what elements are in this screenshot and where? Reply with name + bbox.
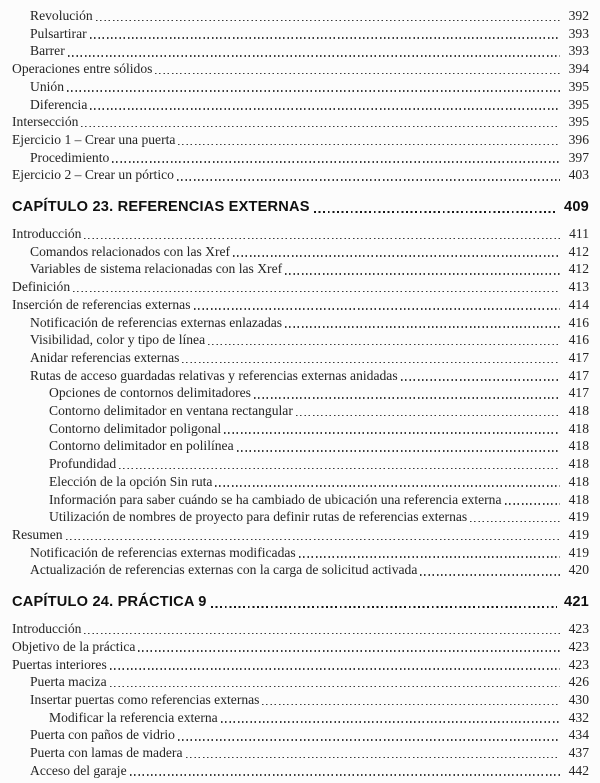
- dot-leader: [119, 468, 560, 470]
- dot-leader: [84, 238, 560, 240]
- toc-chapter-heading: [12, 197, 589, 217]
- toc-entry: [12, 225, 589, 243]
- entry-title: Actualización de referencias externas con la carga de solicitud activada: [30, 562, 418, 578]
- toc-entry: [12, 491, 589, 509]
- entry-title: Inserción de referencias externas: [12, 296, 191, 312]
- dot-leader: [96, 20, 560, 22]
- page-number: 432: [568, 709, 589, 725]
- toc-chapter-heading: [12, 592, 589, 612]
- entry-title: Profundidad: [49, 456, 117, 472]
- toc-entry: [12, 384, 589, 402]
- toc-entry: [12, 726, 589, 744]
- dot-leader: [138, 650, 560, 652]
- entry-title: Notificación de referencias externas modificadas: [30, 544, 296, 560]
- dot-leader: [470, 521, 560, 523]
- page-number: 413: [568, 279, 589, 295]
- entry-title: Contorno delimitador en ventana rectangular: [49, 403, 293, 419]
- page-number: 418: [568, 456, 589, 472]
- dot-leader: [178, 739, 560, 741]
- toc-entry: [12, 691, 589, 709]
- toc-entry: [12, 473, 589, 491]
- page-number: 417: [568, 385, 589, 401]
- page-number: 423: [568, 621, 589, 637]
- entry-title: Contorno delimitador poligonal: [49, 420, 222, 436]
- dot-leader: [420, 574, 560, 576]
- page-number: 418: [568, 438, 589, 454]
- dot-leader: [208, 344, 560, 346]
- toc-entry: [12, 673, 589, 691]
- dot-leader: [285, 273, 560, 275]
- dot-leader: [130, 774, 560, 776]
- entry-title: Anidar referencias externas: [30, 349, 180, 365]
- toc-entry: [12, 402, 589, 420]
- toc-entry: [12, 638, 589, 656]
- table-of-contents: [12, 7, 589, 779]
- dot-leader: [211, 606, 557, 608]
- toc-entry: [12, 349, 589, 367]
- dot-leader: [177, 179, 560, 181]
- dot-leader: [67, 90, 560, 92]
- page-number: 419: [568, 509, 589, 525]
- toc-entry: [12, 744, 589, 762]
- dot-leader: [90, 37, 560, 39]
- entry-title: Introducción: [12, 226, 82, 242]
- page-number: 417: [568, 349, 589, 365]
- entry-title: Visibilidad, color y tipo de línea: [30, 332, 206, 348]
- entry-title: Unión: [30, 78, 64, 94]
- page-number: 419: [568, 526, 589, 542]
- dot-leader: [178, 144, 560, 146]
- entry-title: Diferencia: [30, 96, 88, 112]
- page-number: 393: [568, 43, 589, 59]
- dot-leader: [505, 503, 560, 505]
- toc-entry: [12, 243, 589, 261]
- toc-entry: [12, 420, 589, 438]
- dot-leader: [186, 757, 561, 759]
- toc-entry: [12, 7, 589, 25]
- dot-leader: [262, 704, 560, 706]
- entry-title: Procedimiento: [30, 149, 110, 165]
- page-number: 393: [568, 25, 589, 41]
- dot-leader: [73, 291, 560, 293]
- page-number: 394: [568, 61, 589, 77]
- toc-entry: [12, 78, 589, 96]
- toc-entry: [12, 544, 589, 562]
- toc-entry: [12, 367, 589, 385]
- dot-leader: [233, 255, 560, 257]
- entry-title: Modificar la referencia externa: [49, 709, 218, 725]
- entry-title: Puerta maciza: [30, 674, 107, 690]
- toc-entry: [12, 762, 589, 780]
- entry-title: Comandos relacionados con las Xref: [30, 243, 231, 259]
- entry-title: Resumen: [12, 526, 63, 542]
- page-number: 414: [568, 296, 589, 312]
- toc-entry: [12, 709, 589, 727]
- dot-leader: [314, 211, 557, 213]
- entry-title: Acceso del garaje: [30, 762, 127, 778]
- dot-leader: [221, 721, 560, 723]
- entry-title: Introducción: [12, 621, 82, 637]
- page-number: 437: [568, 745, 589, 761]
- page-number: 420: [568, 562, 589, 578]
- entry-title: Variables de sistema relacionadas con las Xref: [30, 261, 283, 277]
- page-number: 418: [568, 403, 589, 419]
- toc-entry: [12, 331, 589, 349]
- chapter-title: CAPÍTULO 24. PRÁCTICA 9: [12, 594, 207, 611]
- page-number: 403: [568, 167, 589, 183]
- toc-entry: [12, 455, 589, 473]
- page-number: 395: [568, 96, 589, 112]
- dot-leader: [194, 308, 560, 310]
- toc-entry: [12, 96, 589, 114]
- entry-title: Rutas de acceso guardadas relativas y referencias externas anidadas: [30, 367, 398, 383]
- page-number: 421: [564, 594, 589, 611]
- page-number: 434: [568, 727, 589, 743]
- dot-leader: [90, 108, 560, 110]
- entry-title: Barrer: [30, 43, 65, 59]
- page-number: 397: [568, 149, 589, 165]
- toc-entry: [12, 561, 589, 579]
- page-number: 430: [568, 691, 589, 707]
- dot-leader: [155, 73, 560, 75]
- page-number: 418: [568, 491, 589, 507]
- dot-leader: [224, 432, 560, 434]
- entry-title: Opciones de contornos delimitadores: [49, 385, 251, 401]
- toc-entry: [12, 131, 589, 149]
- entry-title: Puertas interiores: [12, 656, 107, 672]
- entry-title: Puerta con lamas de madera: [30, 745, 183, 761]
- dot-leader: [254, 397, 560, 399]
- page-number: 395: [568, 114, 589, 130]
- toc-entry: [12, 25, 589, 43]
- toc-entry: [12, 60, 589, 78]
- page-number: 426: [568, 674, 589, 690]
- entry-title: Información para saber cuándo se ha cambiado de ubicación una referencia externa: [49, 491, 502, 507]
- entry-title: Pulsartirar: [30, 25, 87, 41]
- toc-entry: [12, 296, 589, 314]
- dot-leader: [285, 326, 560, 328]
- entry-title: Puerta con paños de vidrio: [30, 727, 175, 743]
- page-number: 416: [568, 332, 589, 348]
- toc-entry: [12, 620, 589, 638]
- dot-leader: [68, 55, 560, 57]
- dot-leader: [182, 362, 560, 364]
- page-number: 416: [568, 314, 589, 330]
- page-number: 418: [568, 473, 589, 489]
- page-number: 396: [568, 131, 589, 147]
- page-number: 423: [568, 656, 589, 672]
- dot-leader: [401, 379, 560, 381]
- toc-entry: [12, 42, 589, 60]
- dot-leader: [299, 556, 560, 558]
- page-number: 412: [568, 261, 589, 277]
- page-number: 418: [568, 420, 589, 436]
- toc-entry: [12, 656, 589, 674]
- page-number: 412: [568, 243, 589, 259]
- toc-entry: [12, 260, 589, 278]
- entry-title: Intersección: [12, 114, 79, 130]
- entry-title: Definición: [12, 279, 71, 295]
- dot-leader: [296, 415, 560, 417]
- toc-entry: [12, 314, 589, 332]
- toc-entry: [12, 166, 589, 184]
- toc-entry: [12, 437, 589, 455]
- dot-leader: [215, 485, 560, 487]
- page-number: 442: [568, 762, 589, 778]
- entry-title: Objetivo de la práctica: [12, 638, 136, 654]
- page-number: 411: [569, 226, 589, 242]
- dot-leader: [81, 126, 560, 128]
- entry-title: Operaciones entre sólidos: [12, 61, 153, 77]
- toc-entry: [12, 508, 589, 526]
- entry-title: Elección de la opción Sin ruta: [49, 473, 213, 489]
- dot-leader: [237, 450, 560, 452]
- dot-leader: [112, 161, 560, 163]
- page-number: 395: [568, 78, 589, 94]
- toc-entry: [12, 113, 589, 131]
- dot-leader: [110, 686, 560, 688]
- page-number: 417: [568, 367, 589, 383]
- page-number: 409: [564, 199, 589, 216]
- entry-title: Contorno delimitador en polilínea: [49, 438, 234, 454]
- toc-entry: [12, 149, 589, 167]
- entry-title: Revolución: [30, 8, 93, 23]
- page-number: 392: [568, 8, 589, 23]
- dot-leader: [110, 668, 560, 670]
- entry-title: Utilización de nombres de proyecto para definir rutas de referencias externas: [49, 509, 468, 525]
- dot-leader: [84, 633, 560, 635]
- entry-title: Notificación de referencias externas enlazadas: [30, 314, 283, 330]
- page-number: 419: [568, 544, 589, 560]
- chapter-title: CAPÍTULO 23. REFERENCIAS EXTERNAS: [12, 199, 310, 216]
- page-number: 423: [568, 638, 589, 654]
- entry-title: Insertar puertas como referencias externas: [30, 691, 260, 707]
- dot-leader: [66, 539, 560, 541]
- entry-title: Ejercicio 1 – Crear una puerta: [12, 131, 176, 147]
- entry-title: Ejercicio 2 – Crear un pórtico: [12, 167, 174, 183]
- toc-entry: [12, 278, 589, 296]
- toc-entry: [12, 526, 589, 544]
